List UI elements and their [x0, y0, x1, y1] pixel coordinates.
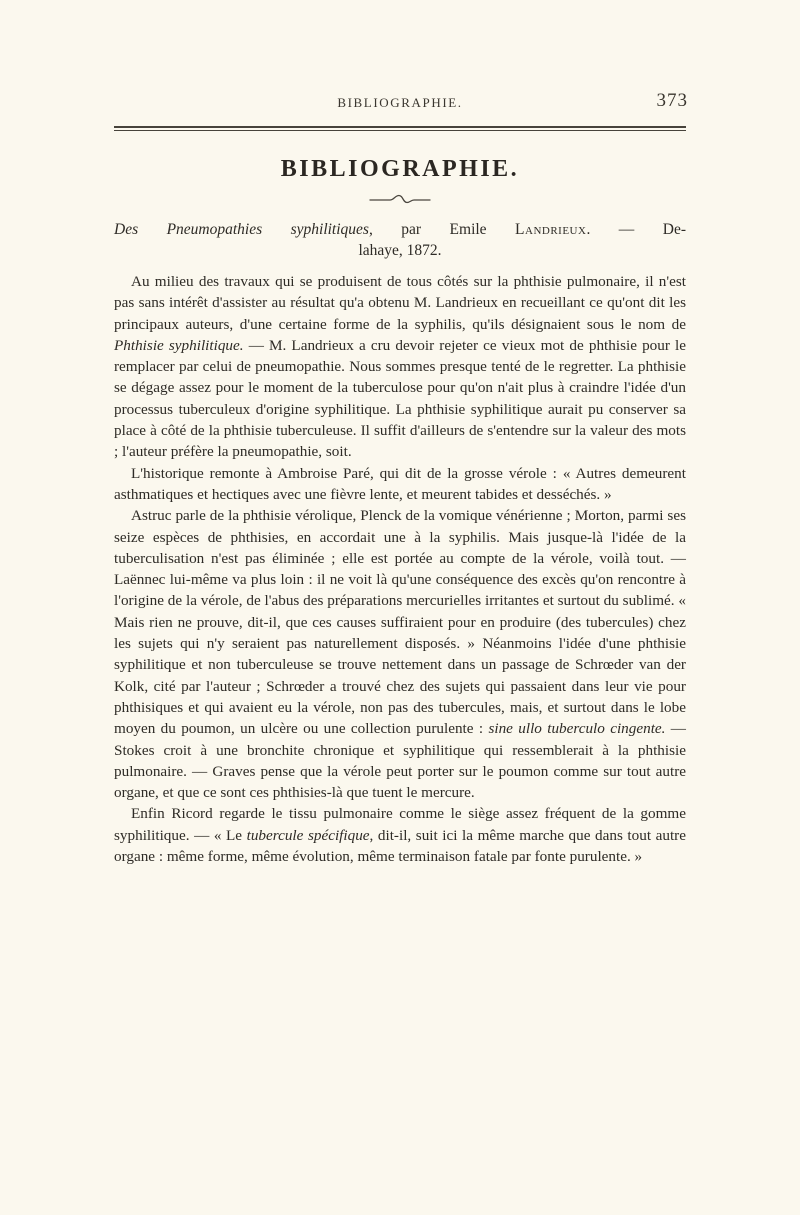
text-segment: tubercule spécifique — [246, 826, 370, 844]
text-segment: Enfin Ricord regarde le tissu pulmonaire comme le siège assez fréquent de la gomme syphilitique. — « Le — [114, 805, 686, 844]
section-title: BIBLIOGRAPHIE. — [280, 156, 520, 182]
text-segment: Au milieu des travaux qui se produisent de tous côtés sur la phthisie pulmonaire, il n'est pas sans intérêt d'assister au résultat qu'a obtenu M. Landrieux en recueillant ce qu'ont dit les principaux auteurs, d'une certaine forme de la syphilis, qu'ils désignaient sous le nom de — [114, 273, 686, 333]
running-head — [114, 90, 688, 115]
text-segment: , par Emile — [368, 221, 516, 238]
text-segment: sine ullo tuberculo cingente. — [488, 720, 666, 738]
citation-line2: lahaye, 1872. — [358, 242, 442, 259]
text-segment: Landrieux — [515, 221, 587, 238]
paragraph — [114, 463, 686, 506]
ornament-icon — [114, 192, 686, 206]
running-title: BIBLIOGRAPHIE. — [337, 95, 463, 110]
divider-rule — [114, 126, 686, 131]
text-segment: Astruc parle de la phthisie vérolique, Plenck de la vomique vénérienne ; Morton, parmi ses seize espèces de phthisies, en accordait une à la syphilis. Mais jusque-là l'idée de la tuberculisation n'est pas éliminée ; elle est portée au compte de la vérole, voilà tout. — Laënnec lui-même va plus loin : il ne voit là qu'une conséquence des excès qu'on rencontre à l'origine de la vérole, de l'abus des préparations mercurielles irritantes et surtout du sublimé. « Mais rien ne prouve, dit-il, que ces causes suffiraient pour en produire (des tubercules) chez les sujets qui n'y seraient pas naturellement disposés. » Néanmoins l'idée d'une phthisie syphilitique et non tuberculeuse se trouve nettement dans un passage de Schrœder van der Kolk, cité par l'auteur ; Schrœder a trouvé chez des sujets qui passaient dans leur vie pour phthisiques et qui avaient eu la vérole, non pas des tubercules, mais, et surtout dans le lobe moyen du poumon, un ulcère ou une collection purulente : — [114, 507, 686, 738]
paragraph — [114, 803, 686, 867]
page-number: 373 — [656, 90, 688, 111]
book-page — [114, 0, 686, 867]
text-segment: — M. Landrieux a cru devoir rejeter ce vieux mot de phthisie pour le remplacer par celui de pneumopathie. Nous sommes presque tenté de le regretter. La phthisie se dégage assez pour le moment de la tuberculose pour qu'on n'ait plus à craindre l'idée d'un processus tuberculeux d'origine syphilitique. La phthisie syphilitique aurait pu conserver sa place à côté de la phthisie tuberculeuse. Il suffit d'ailleurs de s'entendre sur la valeur des mots ; l'auteur préfère la pneumopathie, soit. — [114, 336, 686, 461]
body-text — [114, 271, 686, 867]
paragraph — [114, 271, 686, 463]
text-segment: L'historique remonte à Ambroise Paré, qui dit de la grosse vérole : « Autres demeurent asthmatiques et hectiques avec une fièvre lente, et meurent tabides et desséchés. » — [114, 464, 686, 503]
text-segment: Des Pneumopathies syphilitiques — [114, 221, 369, 238]
text-segment: — Stokes croit à une bronchite chronique et syphilitique qui ressemblerait à la phthisie pulmonaire. — Graves pense que la vérole peut porter sur le poumon comme sur tout autre organe, et que ce sont ces phthisies-là que tuent le mercure. — [114, 720, 686, 802]
citation-line1 — [114, 219, 686, 240]
text-segment: , dit-il, suit ici la même marche que dans tout autre organe : même forme, même évolution, même terminaison fatale par fonte purulente. » — [114, 826, 686, 866]
text-segment: Phthisie syphilitique. — [114, 336, 244, 354]
text-segment: . — De- — [586, 221, 686, 238]
paragraph — [114, 505, 686, 803]
